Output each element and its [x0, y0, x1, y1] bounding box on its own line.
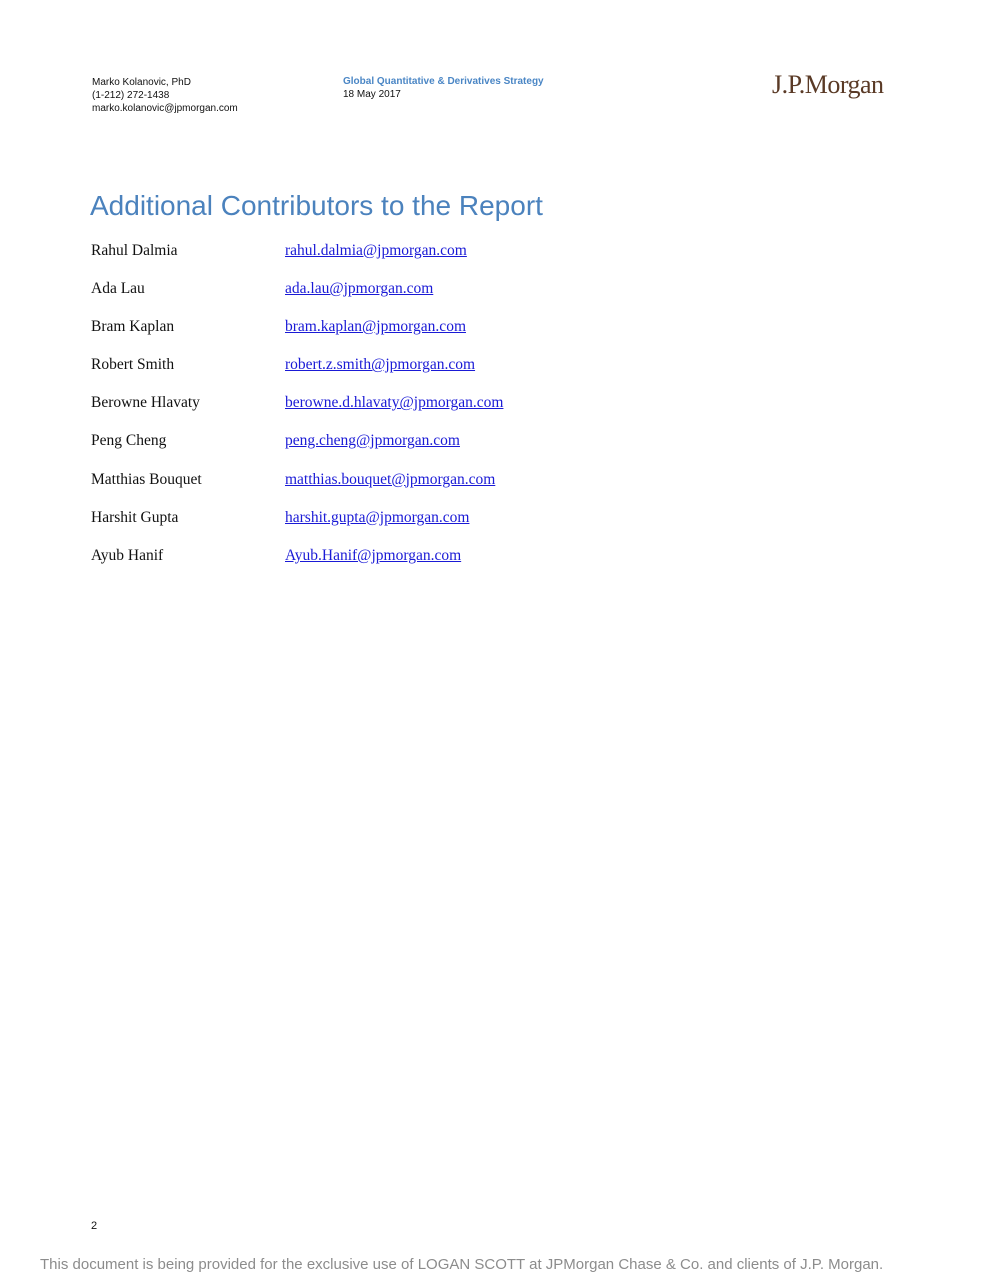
contributors-list: [91, 242, 691, 585]
strategy-block: [343, 75, 544, 101]
contributor-name: Harshit Gupta: [91, 508, 179, 526]
contributor-row: [91, 356, 691, 394]
author-name: Marko Kolanovic, PhD: [92, 77, 191, 88]
contributor-email-link[interactable]: bram.kaplan@jpmorgan.com: [285, 318, 466, 336]
contributor-row: [91, 394, 691, 432]
contributor-row: [91, 547, 691, 585]
contributor-row: [91, 318, 691, 356]
contributor-email-link[interactable]: Ayub.Hanif@jpmorgan.com: [285, 546, 462, 564]
contributor-name: Rahul Dalmia: [91, 242, 178, 259]
author-block: [92, 76, 238, 115]
contributor-name: Ayub Hanif: [91, 546, 164, 564]
contributor-email-link[interactable]: rahul.dalmia@jpmorgan.com: [285, 242, 467, 259]
contributor-name: Ada Lau: [91, 280, 145, 298]
contributor-email-link[interactable]: harshit.gupta@jpmorgan.com: [285, 508, 470, 526]
contributor-name: Bram Kaplan: [91, 318, 175, 336]
contributor-email-link[interactable]: matthias.bouquet@jpmorgan.com: [285, 470, 496, 488]
contributor-email-link[interactable]: ada.lau@jpmorgan.com: [285, 280, 434, 298]
jpmorgan-logo: J.P.Morgan: [772, 70, 884, 99]
contributor-row: [91, 509, 691, 547]
contributor-row: [91, 242, 691, 280]
report-date: 18 May 2017: [343, 89, 401, 100]
strategy-name: Global Quantitative & Derivatives Strategy: [343, 76, 544, 87]
contributor-name: Berowne Hlavaty: [91, 394, 200, 412]
page-number: 2: [91, 1220, 98, 1232]
disclaimer-text: This document is being provided for the exclusive use of LOGAN SCOTT at JPMorgan Chase & Co. and clients of J.P. Morgan.: [40, 1256, 884, 1273]
contributor-email-link[interactable]: peng.cheng@jpmorgan.com: [285, 432, 460, 450]
page-title: Additional Contributors to the Report: [90, 190, 543, 221]
contributor-name: Matthias Bouquet: [91, 470, 202, 488]
contributor-row: [91, 432, 691, 470]
author-phone: (1-212) 272-1438: [92, 90, 170, 101]
author-email: marko.kolanovic@jpmorgan.com: [92, 103, 238, 114]
contributor-email-link[interactable]: berowne.d.hlavaty@jpmorgan.com: [285, 394, 504, 412]
contributor-row: [91, 471, 691, 509]
contributor-name: Robert Smith: [91, 356, 175, 374]
contributor-row: [91, 280, 691, 318]
contributor-email-link[interactable]: robert.z.smith@jpmorgan.com: [285, 356, 476, 374]
contributor-name: Peng Cheng: [91, 432, 167, 450]
